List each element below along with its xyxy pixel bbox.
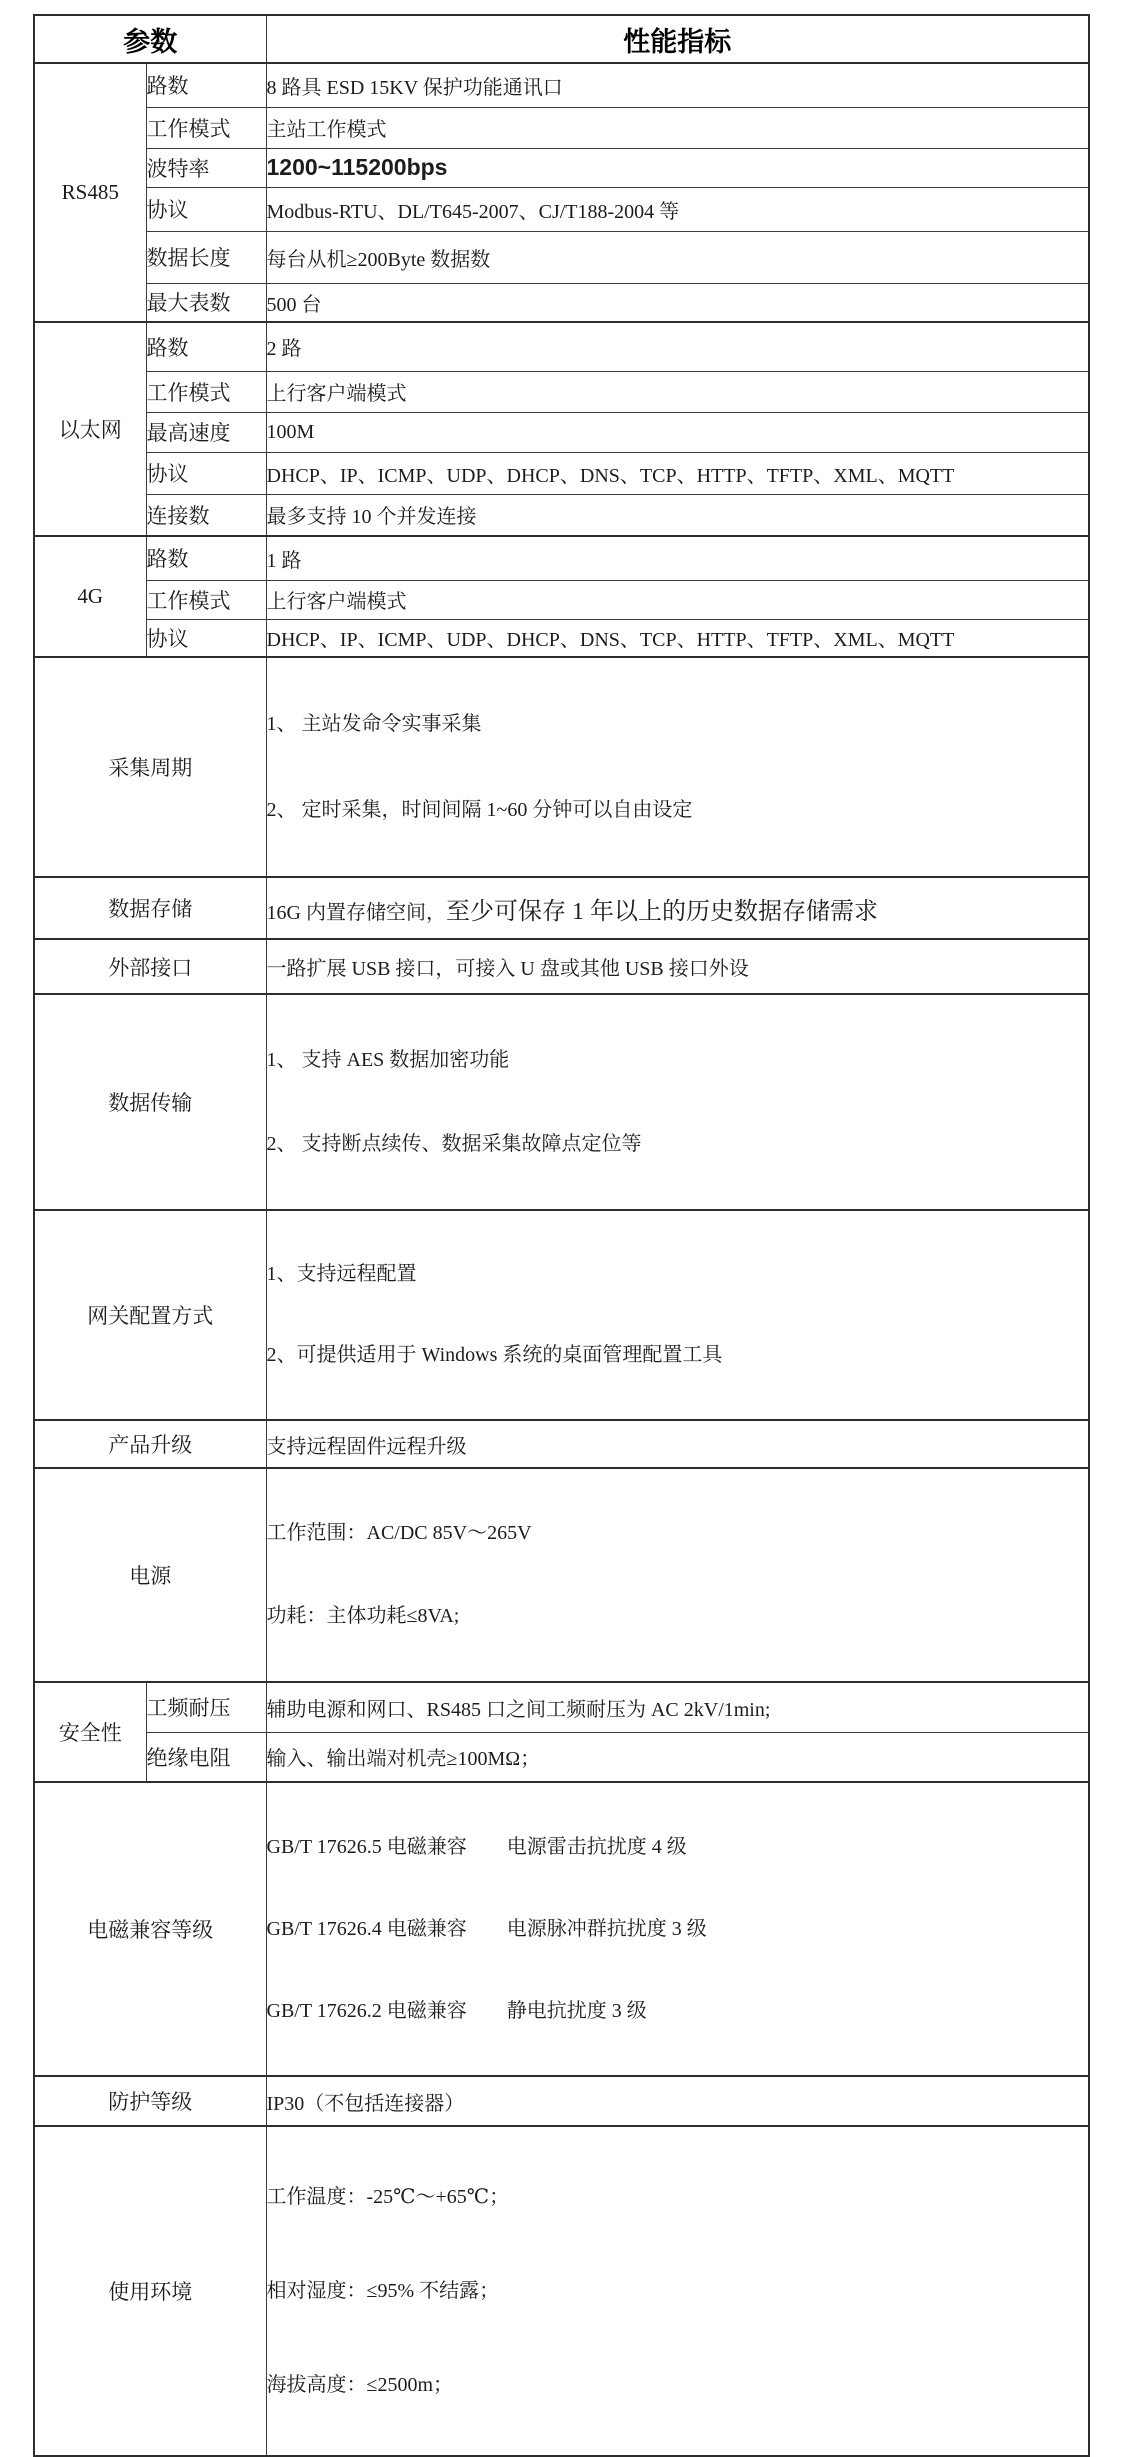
param-label-data-transfer: 数据传输 (34, 994, 266, 1210)
spec-value: Modbus-RTU、DL/T645-2007、CJ/T188-2004 等 (266, 187, 1089, 231)
spec-line: GB/T 17626.5 电磁兼容 电源雷击抗扰度 4 级 (266, 1836, 687, 1858)
spec-line: 2、 定时采集，时间间隔 1~60 分钟可以自由设定 (266, 799, 693, 821)
spec-line: 工作温度：-25℃～+65℃； (266, 2186, 510, 2208)
spec-value (266, 1210, 1089, 1420)
param-label: 协议 (146, 187, 266, 231)
spec-value (266, 1782, 1089, 2076)
param-label-collection-cycle: 采集周期 (34, 657, 266, 877)
spec-value (266, 1468, 1089, 1682)
spec-value: 主站工作模式 (266, 107, 1089, 148)
spec-value: IP30（不包括连接器） (266, 2076, 1089, 2126)
spec-table (33, 14, 1090, 2457)
spec-value-baud-rate: 1200~115200bps (266, 148, 1089, 187)
spec-value: DHCP、IP、ICMP、UDP、DHCP、DNS、TCP、HTTP、TFTP、XML、MQTT (266, 619, 1089, 657)
spec-line: 1、支持远程配置 (266, 1263, 417, 1285)
spec-value (266, 2126, 1089, 2456)
param-label-power: 电源 (34, 1468, 266, 1682)
spec-line: 工作范围：AC/DC 85V～265V (266, 1522, 532, 1544)
header-param: 参数 (34, 15, 266, 63)
spec-value (266, 994, 1089, 1210)
param-label: 波特率 (146, 148, 266, 187)
spec-line: 2、可提供适用于 Windows 系统的桌面管理配置工具 (266, 1344, 723, 1366)
spec-value: 500 台 (266, 283, 1089, 322)
spec-text: 16G 内置存储空间， (266, 901, 446, 924)
param-label: 数据长度 (146, 231, 266, 283)
spec-value: DHCP、IP、ICMP、UDP、DHCP、DNS、TCP、HTTP、TFTP、XML、MQTT (266, 452, 1089, 494)
param-label: 绝缘电阻 (146, 1732, 266, 1782)
param-label: 路数 (146, 63, 266, 107)
param-label: 协议 (146, 452, 266, 494)
param-label-product-upgrade: 产品升级 (34, 1420, 266, 1468)
param-label-protection-rating: 防护等级 (34, 2076, 266, 2126)
spec-value: 输入、输出端对机壳≥100MΩ； (266, 1732, 1089, 1782)
spec-line: 功耗：主体功耗≤8VA; (266, 1605, 460, 1627)
group-label-rs485: RS485 (34, 63, 146, 322)
spec-line: 1、 主站发命令实事采集 (266, 713, 482, 735)
param-label: 工作模式 (146, 371, 266, 412)
spec-value: 8 路具 ESD 15KV 保护功能通讯口 (266, 63, 1089, 107)
spec-line: GB/T 17626.2 电磁兼容 静电抗扰度 3 级 (266, 2000, 647, 2022)
spec-line: 2、 支持断点续传、数据采集故障点定位等 (266, 1133, 642, 1155)
param-label-operating-environment: 使用环境 (34, 2126, 266, 2456)
param-label: 工频耐压 (146, 1682, 266, 1732)
param-label: 连接数 (146, 494, 266, 536)
param-label: 最大表数 (146, 283, 266, 322)
spec-value: 100M (266, 412, 1089, 452)
param-label: 工作模式 (146, 580, 266, 619)
param-label: 路数 (146, 536, 266, 580)
group-label-ethernet: 以太网 (34, 322, 146, 536)
spec-line: GB/T 17626.4 电磁兼容 电源脉冲群抗扰度 3 级 (266, 1918, 707, 1940)
spec-value: 最多支持 10 个并发连接 (266, 494, 1089, 536)
spec-value: 上行客户端模式 (266, 371, 1089, 412)
spec-line: 相对湿度：≤95% 不结露； (266, 2280, 500, 2302)
param-label: 工作模式 (146, 107, 266, 148)
group-label-safety: 安全性 (34, 1682, 146, 1782)
spec-value: 1 路 (266, 536, 1089, 580)
spec-value: 辅助电源和网口、RS485 口之间工频耐压为 AC 2kV/1min; (266, 1682, 1089, 1732)
spec-value: 每台从机≥200Byte 数据数 (266, 231, 1089, 283)
spec-value: 一路扩展 USB 接口，可接入 U 盘或其他 USB 接口外设 (266, 939, 1089, 994)
header-value: 性能指标 (266, 15, 1089, 63)
param-label-external-interface: 外部接口 (34, 939, 266, 994)
param-label: 路数 (146, 322, 266, 371)
group-label-4g: 4G (34, 536, 146, 657)
spec-value (266, 877, 1089, 939)
spec-line: 1、 支持 AES 数据加密功能 (266, 1049, 510, 1071)
spec-line: 海拔高度：≤2500m； (266, 2374, 454, 2396)
param-label-emc-level: 电磁兼容等级 (34, 1782, 266, 2076)
param-label-data-storage: 数据存储 (34, 877, 266, 939)
param-label: 最高速度 (146, 412, 266, 452)
spec-value: 2 路 (266, 322, 1089, 371)
spec-value (266, 657, 1089, 877)
spec-value: 上行客户端模式 (266, 580, 1089, 619)
spec-text-emphasis: 至少可保存 1 年以上的历史数据存储需求 (445, 898, 878, 925)
spec-value: 支持远程固件远程升级 (266, 1420, 1089, 1468)
param-label-gateway-config: 网关配置方式 (34, 1210, 266, 1420)
param-label: 协议 (146, 619, 266, 657)
